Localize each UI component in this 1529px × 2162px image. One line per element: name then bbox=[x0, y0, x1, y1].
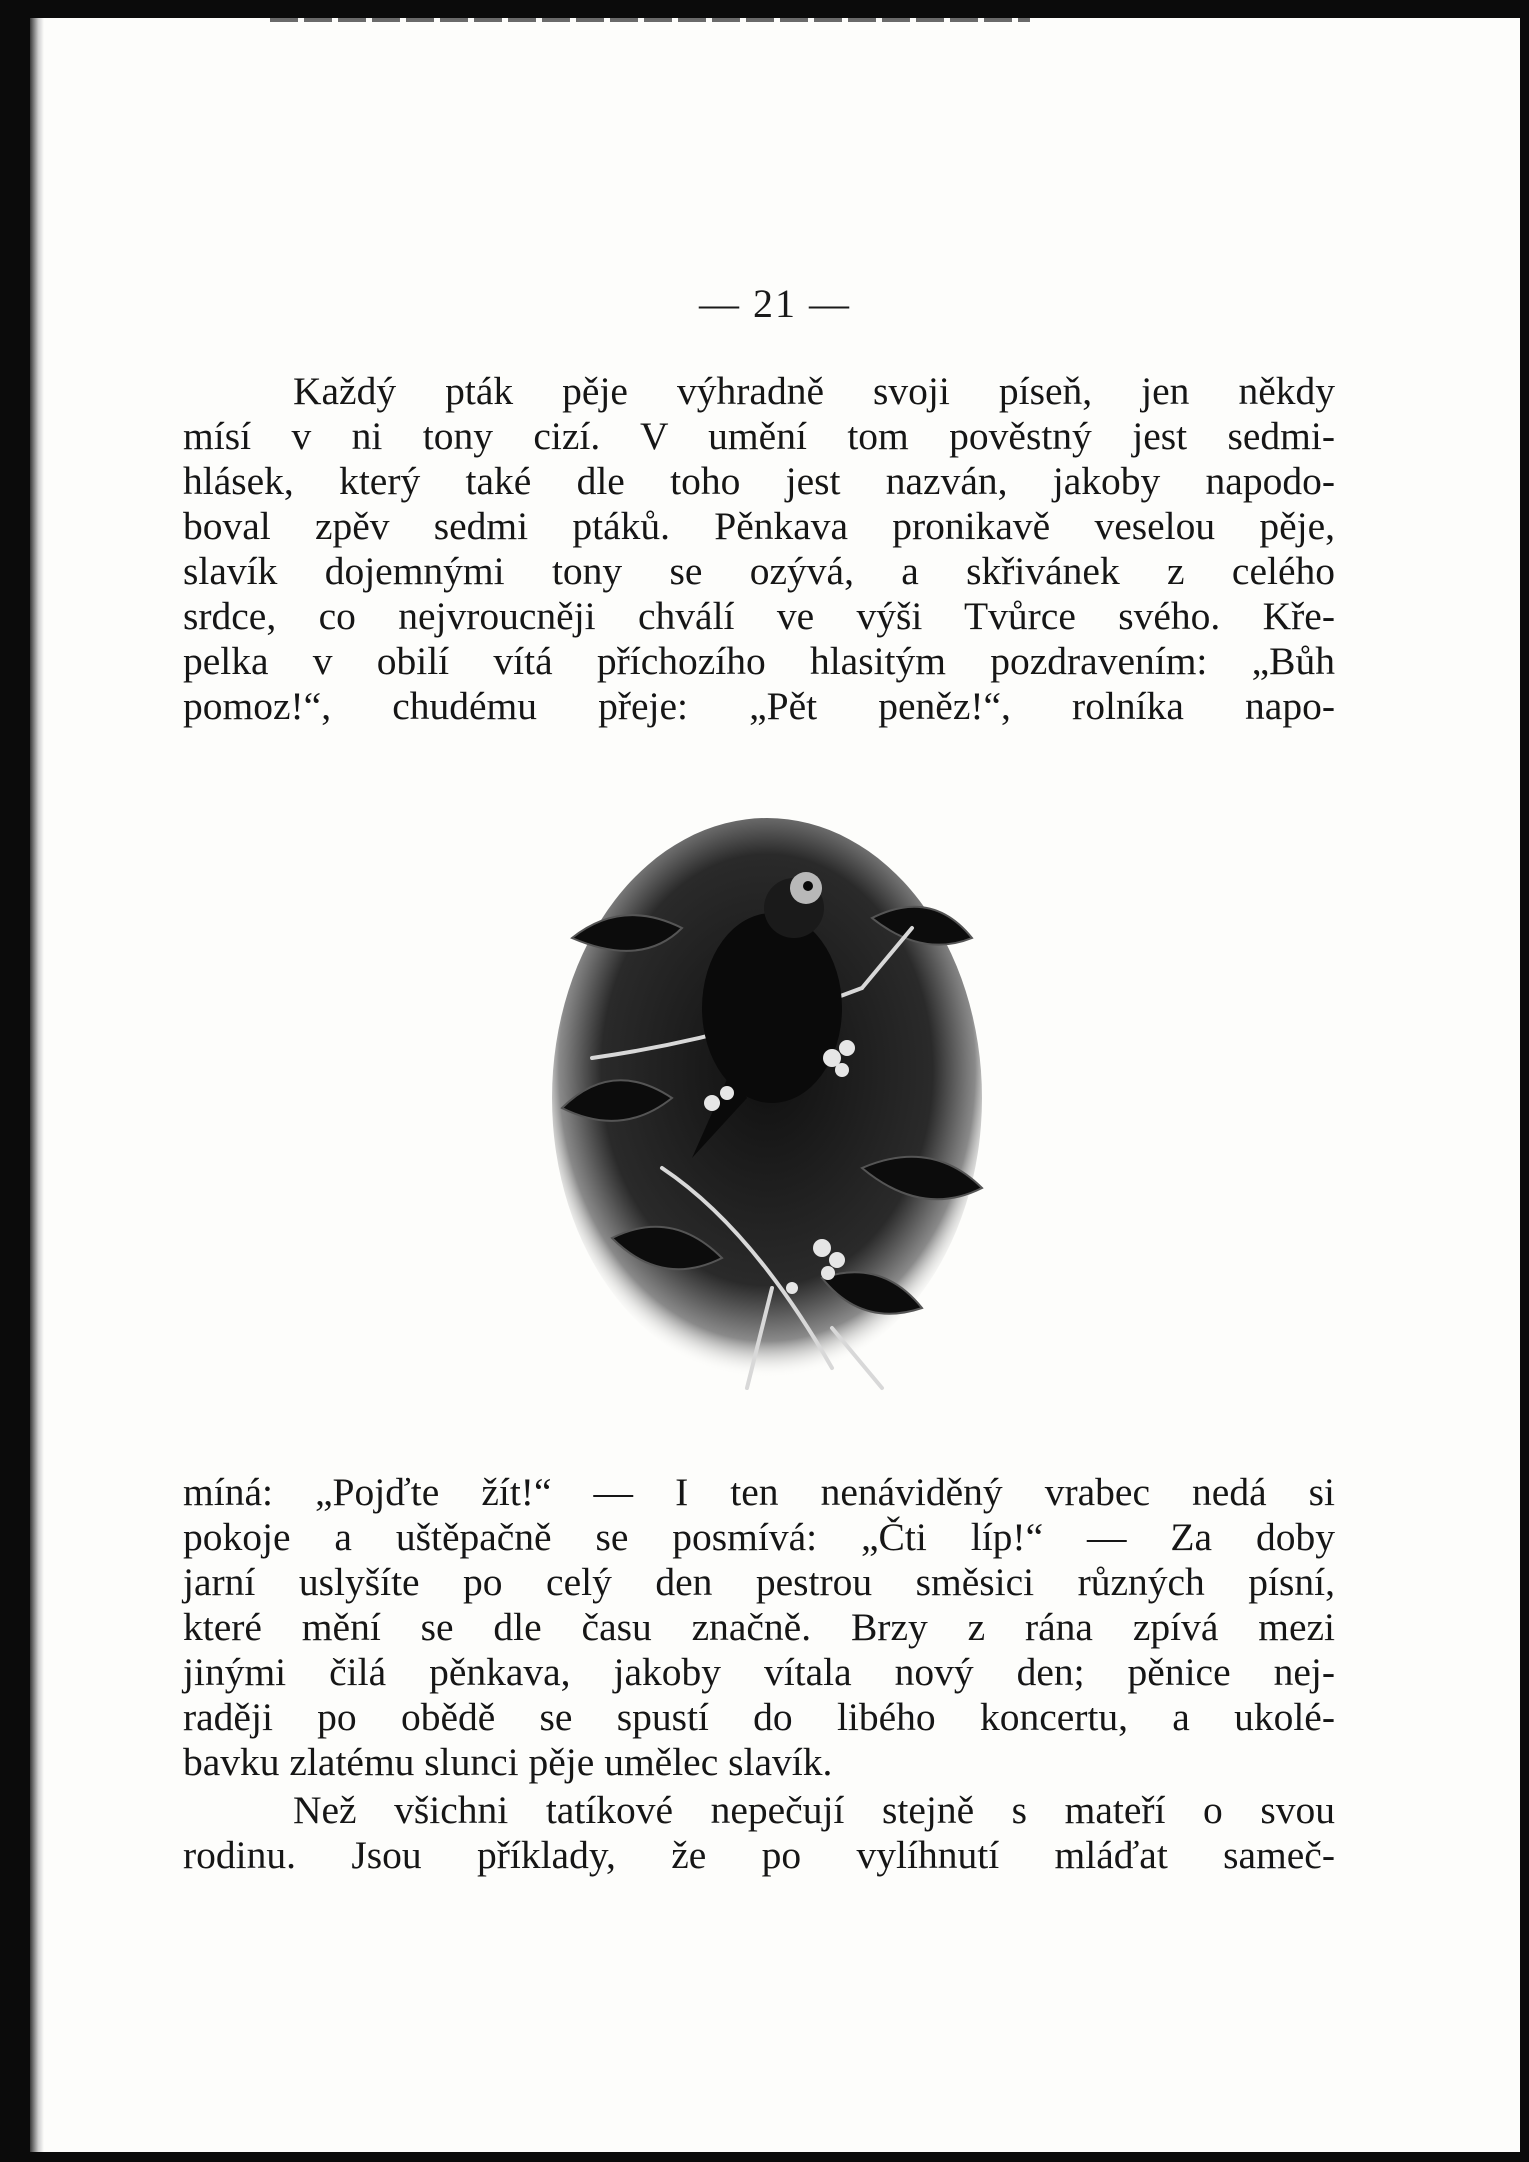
page-number: — 21 — bbox=[699, 281, 851, 326]
text-line: hlásek, který také dle toho jest nazván, jakoby napodo- bbox=[183, 459, 1335, 503]
text-line: boval zpěv sedmi ptáků. Pěnkava pronikavě veselou pěje, bbox=[183, 504, 1335, 548]
text-line: pelka v obilí vítá příchozího hlasitým pozdravením: „Bůh bbox=[183, 639, 1335, 683]
text-line: jarní uslyšíte po celý den pestrou směsici různých písní, bbox=[183, 1560, 1335, 1604]
text-line: rodinu. Jsou příklady, že po vylíhnutí mláďat sameč- bbox=[183, 1833, 1335, 1877]
text-line: které mění se dle času značně. Brzy z rána zpívá mezi bbox=[183, 1605, 1335, 1649]
paragraph bbox=[183, 1470, 1335, 1785]
text-line: Než všichni tatíkové nepečují stejně s mateří o svou bbox=[293, 1788, 1335, 1832]
text-line: bavku zlatému slunci pěje umělec slavík. bbox=[183, 1740, 833, 1784]
book-page bbox=[30, 18, 1520, 2152]
text-line: jinými čilá pěnkava, jakoby vítala nový den; pěnice nej- bbox=[183, 1650, 1335, 1694]
paragraph bbox=[183, 1788, 1335, 1878]
page-top-edge bbox=[270, 18, 1030, 22]
text-line: slavík dojemnými tony se ozývá, a skřivánek z celého bbox=[183, 549, 1335, 593]
text-line: pokoje a uštěpačně se posmívá: „Čti líp!“ — Za doby bbox=[183, 1515, 1335, 1559]
paragraph bbox=[183, 369, 1335, 729]
text-line: srdce, co nejvroucněji chválí ve výši Tvůrce svého. Kře- bbox=[183, 594, 1335, 638]
text-line: pomoz!“, chudému přeje: „Pět peněz!“, rolníka napo- bbox=[183, 684, 1335, 728]
bird-illustration bbox=[532, 808, 1002, 1428]
page-spine-shadow bbox=[30, 18, 44, 2152]
text-line: Každý pták pěje výhradně svoji píseň, jen někdy bbox=[293, 369, 1335, 413]
text-line: míná: „Pojďte žít!“ — I ten nenáviděný vrabec nedá si bbox=[183, 1470, 1335, 1514]
text-line: mísí v ni tony cizí. V umění tom pověstný jest sedmi- bbox=[183, 414, 1335, 458]
text-line: raději po obědě se spustí do libého koncertu, a ukolé- bbox=[183, 1695, 1335, 1739]
